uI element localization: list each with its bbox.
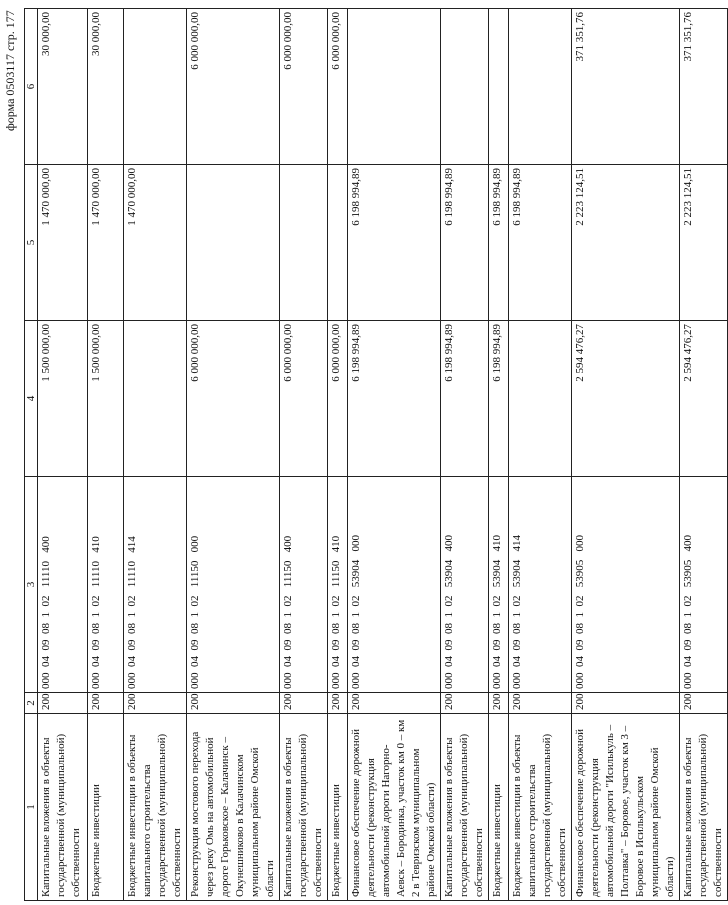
table-row — [680, 9, 728, 901]
amount-col4: 1 500 000,00 — [88, 321, 124, 477]
table-row — [124, 9, 187, 901]
amount-col5 — [328, 165, 348, 321]
classification-code: 000 04 09 08 1 02 53904 000 — [348, 477, 441, 693]
table-row — [187, 9, 280, 901]
row-code: 200 — [489, 693, 509, 714]
row-name: Капитальные вложения в объекты государственной (муниципальной) собственности — [680, 714, 728, 901]
column-header-6: 6 — [25, 9, 38, 165]
amount-col5 — [187, 165, 280, 321]
table-row — [88, 9, 124, 901]
table-row — [572, 9, 680, 901]
row-code: 200 — [680, 693, 728, 714]
amount-col6: 371 351,76 — [680, 9, 728, 165]
table-row — [441, 9, 489, 901]
budget-table — [24, 8, 728, 901]
amount-col6 — [489, 9, 509, 165]
amount-col6: 6 000 000,00 — [328, 9, 348, 165]
amount-col6: 30 000,00 — [38, 9, 88, 165]
amount-col6: 6 000 000,00 — [187, 9, 280, 165]
row-code: 200 — [441, 693, 489, 714]
amount-col6 — [509, 9, 572, 165]
amount-col4: 6 000 000,00 — [187, 321, 280, 477]
classification-code: 000 04 09 08 1 02 11110 410 — [88, 477, 124, 693]
row-name: Реконструкция мостового перехода через реку Омь на автомобильной дороге Горьковское – Калачинск – Окунешниково в Калачинском муниципальном районе Омской области — [187, 714, 280, 901]
amount-col4: 6 198 994,89 — [489, 321, 509, 477]
amount-col4: 2 594 476,27 — [680, 321, 728, 477]
row-name: Финансовое обеспечение дорожной деятельности (реконструкция автомобильной дороги "Исилькуль – Полтавка" – Боровое, участок км 3 – Боровое в Исилькульском муниципальном районе Омской области) — [572, 714, 680, 901]
classification-code: 000 04 09 08 1 02 53904 414 — [509, 477, 572, 693]
row-code: 200 — [328, 693, 348, 714]
row-name: Капитальные вложения в объекты государственной (муниципальной) собственности — [441, 714, 489, 901]
row-name: Капитальные вложения в объекты государственной (муниципальной) собственности — [38, 714, 88, 901]
row-name: Бюджетные инвестиции — [88, 714, 124, 901]
column-header-4: 4 — [25, 321, 38, 477]
table-row — [348, 9, 441, 901]
amount-col5: 1 470 000,00 — [124, 165, 187, 321]
row-code: 200 — [280, 693, 328, 714]
amount-col5: 2 223 124,51 — [680, 165, 728, 321]
amount-col5: 1 470 000,00 — [88, 165, 124, 321]
row-code: 200 — [348, 693, 441, 714]
amount-col4 — [124, 321, 187, 477]
column-header-5: 5 — [25, 165, 38, 321]
classification-code: 000 04 09 08 1 02 11110 414 — [124, 477, 187, 693]
table-row — [328, 9, 348, 901]
row-code: 200 — [38, 693, 88, 714]
classification-code: 000 04 09 08 1 02 11150 410 — [328, 477, 348, 693]
amount-col6 — [348, 9, 441, 165]
amount-col4: 6 000 000,00 — [280, 321, 328, 477]
table-row — [509, 9, 572, 901]
amount-col5: 2 223 124,51 — [572, 165, 680, 321]
amount-col4: 2 594 476,27 — [572, 321, 680, 477]
row-code: 200 — [187, 693, 280, 714]
amount-col4: 6 000 000,00 — [328, 321, 348, 477]
row-code: 200 — [509, 693, 572, 714]
table-row — [38, 9, 88, 901]
table-row — [489, 9, 509, 901]
row-name: Финансовое обеспечение дорожной деятельности (реконструкция автомобильной дороги Нагорно-Аевск – Бородинка, участок км 0 – км 2 в Тевризском муниципальном районе Омской области) — [348, 714, 441, 901]
amount-col4: 6 198 994,89 — [348, 321, 441, 477]
row-name: Бюджетные инвестиции в объекты капитального строительства государственной (муниципальной) собственности — [124, 714, 187, 901]
row-code: 200 — [572, 693, 680, 714]
amount-col5: 6 198 994,89 — [441, 165, 489, 321]
classification-code: 000 04 09 08 1 02 53905 000 — [572, 477, 680, 693]
classification-code: 000 04 09 08 1 02 11150 400 — [280, 477, 328, 693]
amount-col5: 1 470 000,00 — [38, 165, 88, 321]
amount-col6: 30 000,00 — [88, 9, 124, 165]
column-header-2: 2 — [25, 693, 38, 714]
column-number-row — [25, 9, 38, 901]
row-name: Бюджетные инвестиции — [489, 714, 509, 901]
classification-code: 000 04 09 08 1 02 11150 000 — [187, 477, 280, 693]
row-name: Капитальные вложения в объекты государственной (муниципальной) собственности — [280, 714, 328, 901]
amount-col6: 6 000 000,00 — [280, 9, 328, 165]
classification-code: 000 04 09 08 1 02 11110 400 — [38, 477, 88, 693]
amount-col6: 371 351,76 — [572, 9, 680, 165]
row-code: 200 — [88, 693, 124, 714]
amount-col4: 1 500 000,00 — [38, 321, 88, 477]
amount-col5: 6 198 994,89 — [489, 165, 509, 321]
row-code: 200 — [124, 693, 187, 714]
column-header-3: 3 — [25, 477, 38, 693]
amount-col6 — [441, 9, 489, 165]
amount-col4: 6 198 994,89 — [441, 321, 489, 477]
amount-col5: 6 198 994,89 — [348, 165, 441, 321]
classification-code: 000 04 09 08 1 02 53905 400 — [680, 477, 728, 693]
form-reference: форма 0503117 стр. 177 — [3, 10, 17, 131]
amount-col6 — [124, 9, 187, 165]
classification-code: 000 04 09 08 1 02 53904 410 — [489, 477, 509, 693]
amount-col5: 6 198 994,89 — [509, 165, 572, 321]
row-name: Бюджетные инвестиции в объекты капитального строительства государственной (муниципальной) собственности — [509, 714, 572, 901]
column-header-1: 1 — [25, 714, 38, 901]
amount-col4 — [509, 321, 572, 477]
amount-col5 — [280, 165, 328, 321]
table-row — [280, 9, 328, 901]
classification-code: 000 04 09 08 1 02 53904 400 — [441, 477, 489, 693]
row-name: Бюджетные инвестиции — [328, 714, 348, 901]
